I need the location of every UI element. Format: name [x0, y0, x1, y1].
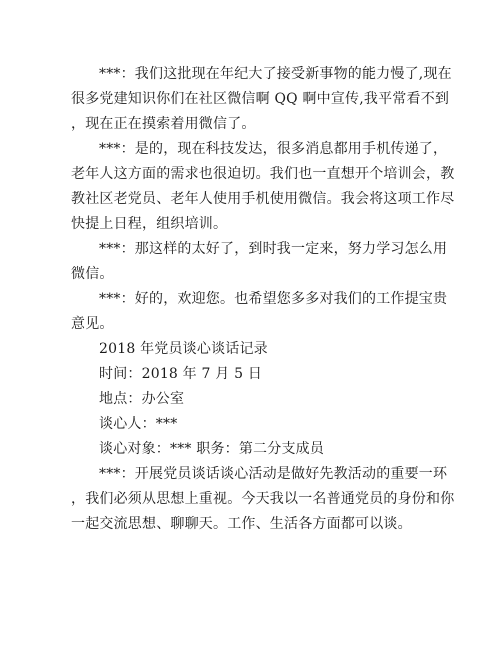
record-speaker: 谈心人：***: [99, 416, 178, 432]
paragraph-4-line-1: ***：好的，欢迎您。也希望您多多对我们的工作提宝贵: [99, 291, 448, 307]
paragraph-2-line-1: ***：是的，现在科技发达，很多消息都用手机传递了，: [99, 141, 448, 157]
record-title: 2018 年党员谈心谈话记录: [99, 341, 268, 357]
paragraph-1-line-2: 很多党建知识你们在社区微信啊 QQ 啊中宣传,我平常看不到: [71, 91, 450, 107]
record-location: 地点：办公室: [99, 391, 185, 407]
paragraph-2-line-3: 教社区老党员、老年人使用手机使用微信。我会将这项工作尽: [71, 191, 455, 207]
paragraph-final-line-2: ，我们必须从思想上重视。今天我以一名普通党员的身份和你: [71, 491, 455, 507]
paragraph-3-line-1: ***：那这样的太好了，到时我一定来，努力学习怎么用: [99, 241, 448, 257]
paragraph-2-line-4: 快提上日程，组织培训。: [71, 216, 228, 232]
paragraph-final-line-1: ***：开展党员谈话谈心活动是做好先教活动的重要一环: [99, 466, 448, 482]
paragraph-1-line-3: ，现在正在摸索着用微信了。: [71, 116, 256, 132]
paragraph-2-line-2: 老年人这方面的需求也很迫切。我们也一直想开个培训会，教: [71, 166, 455, 182]
paragraph-4-line-2: 意见。: [71, 316, 114, 332]
paragraph-3-line-2: 微信。: [71, 266, 114, 282]
paragraph-final-line-3: 一起交流思想、聊聊天。工作、生活各方面都可以谈。: [71, 516, 412, 532]
record-subject: 谈心对象：*** 职务：第二分支成员: [99, 441, 325, 457]
paragraph-1-line-1: ***：我们这批现在年纪大了接受新事物的能力慢了,现在: [99, 66, 452, 82]
record-time: 时间：2018 年 7 月 5 日: [99, 366, 263, 382]
